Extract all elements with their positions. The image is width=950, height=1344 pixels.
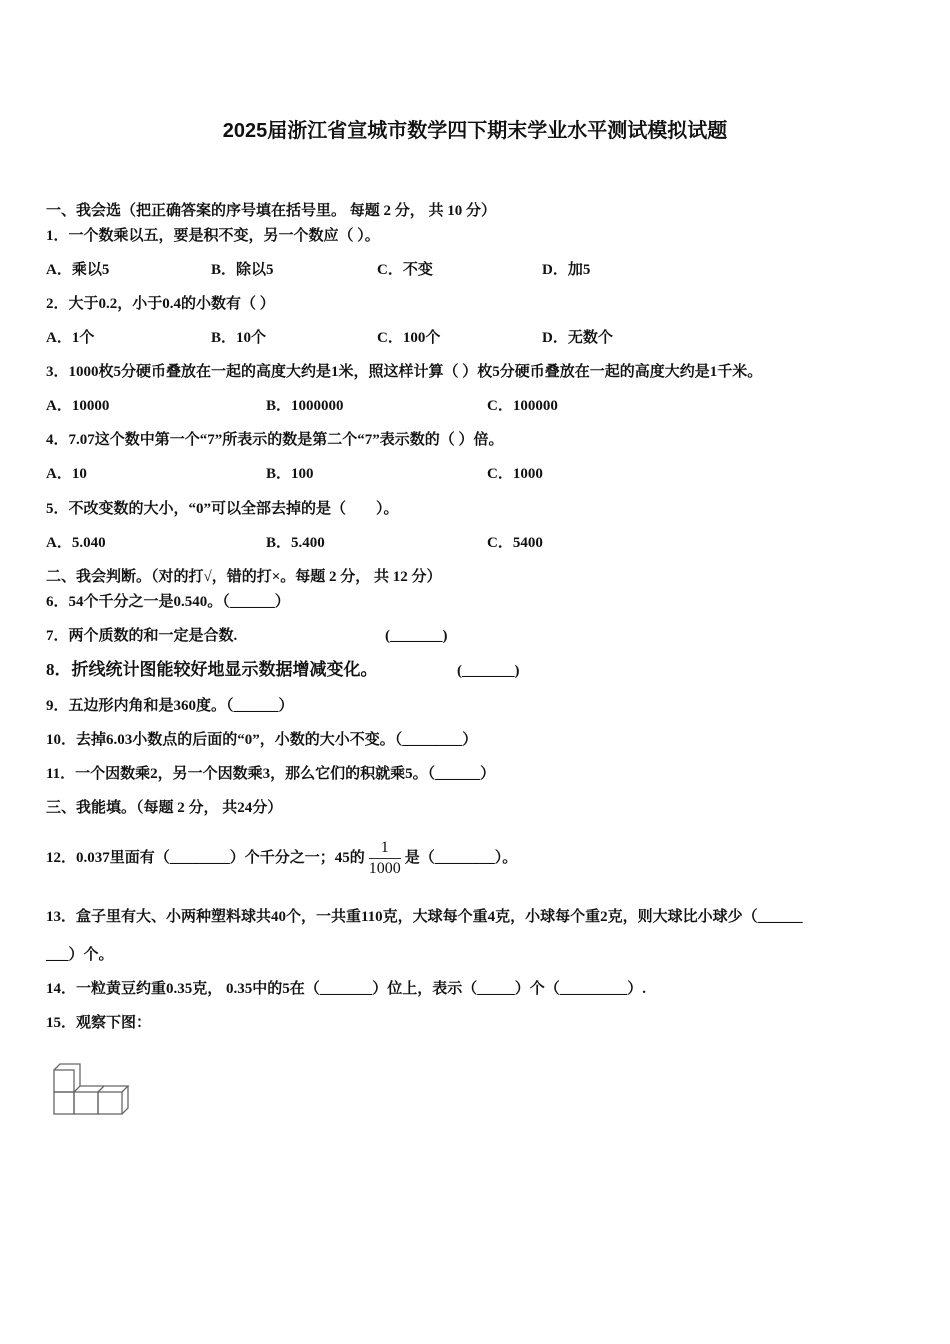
question-11: 11．一个因数乘2，另一个因数乘3，那么它们的积就乘5。（______） <box>46 766 496 782</box>
question-12 <box>46 830 517 886</box>
question-10: 10．去掉6.03小数点的后面的“0”，小数的大小不变。（________） <box>46 732 478 748</box>
question-3: 3．1000枚5分硬币叠放在一起的高度大约是1米，照这样计算（ ）枚5分硬币叠放在一起的高度大约是1千米。 <box>46 364 763 380</box>
q4-option-c: C．1000 <box>487 466 543 482</box>
q1-option-c: C．不变 <box>377 262 433 278</box>
question-13-line-1: 13．盒子里有大、小两种塑料球共40个，一共重110克，大球每个重4克，小球每个重2克，则大球比小球少（______ <box>46 909 803 925</box>
q12-text-b: 是（________）。 <box>404 850 518 866</box>
q12-text-a: 12．0.037里面有（________）个千分之一；45的 <box>46 850 365 866</box>
question-7: 7．两个质数的和一定是合数. <box>46 628 238 644</box>
page-title: 2025届浙江省宣城市数学四下期末学业水平测试模拟试题 <box>222 120 728 142</box>
q2-option-b: B．10个 <box>211 330 267 346</box>
cube-stack-figure <box>50 1052 140 1120</box>
question-1: 1．一个数乘以五，要是积不变，另一个数应（ ）。 <box>46 228 380 244</box>
q5-option-b: B．5.400 <box>266 535 325 551</box>
section-2-heading: 二、我会判断。（对的打√，错的打×。每题 2 分， 共 12 分） <box>46 569 442 585</box>
question-9: 9．五边形内角和是360度。（______） <box>46 698 294 714</box>
q4-option-a: A．10 <box>46 466 87 482</box>
q5-option-a: A．5.040 <box>46 535 106 551</box>
question-8: 8．折线统计图能较好地显示数据增减变化。 <box>46 660 378 679</box>
q3-option-c: C．100000 <box>487 398 558 414</box>
q5-option-c: C．5400 <box>487 535 543 551</box>
question-14: 14．一粒黄豆约重0.35克， 0.35中的5在（_______）位上，表示（_____）个（_________）. <box>46 981 647 997</box>
q2-option-c: C．100个 <box>377 330 441 346</box>
q2-option-a: A．1个 <box>46 330 95 346</box>
question-5: 5．不改变数的大小，“0”可以全部去掉的是（ ）。 <box>46 501 399 517</box>
question-13-line-2: ___）个。 <box>46 947 114 963</box>
q8-answer-blank: (_______) <box>457 663 520 679</box>
question-2: 2．大于0.2，小于0.4的小数有（ ） <box>46 296 275 312</box>
q2-option-d: D．无数个 <box>542 330 613 346</box>
section-1-heading: 一、我会选（把正确答案的序号填在括号里。 每题 2 分， 共 10 分） <box>46 203 497 219</box>
q3-option-a: A．10000 <box>46 398 110 414</box>
section-3-heading: 三、我能填。（每题 2 分， 共24分） <box>46 800 283 816</box>
question-15: 15．观察下图： <box>46 1015 152 1031</box>
q4-option-b: B．100 <box>266 466 314 482</box>
fraction-1-1000 <box>369 838 401 879</box>
q3-option-b: B．1000000 <box>266 398 344 414</box>
question-4: 4．7.07这个数中第一个“7”所表示的数是第二个“7”表示数的（ ）倍。 <box>46 432 504 448</box>
fraction-denominator: 1000 <box>368 860 401 878</box>
q1-option-b: B．除以5 <box>211 262 274 278</box>
question-6: 6．54个千分之一是0.540。（______） <box>46 594 290 610</box>
fraction-numerator: 1 <box>369 838 401 859</box>
q1-option-d: D．加5 <box>542 262 591 278</box>
q1-option-a: A．乘以5 <box>46 262 110 278</box>
q7-answer-blank: (_______) <box>385 628 448 644</box>
